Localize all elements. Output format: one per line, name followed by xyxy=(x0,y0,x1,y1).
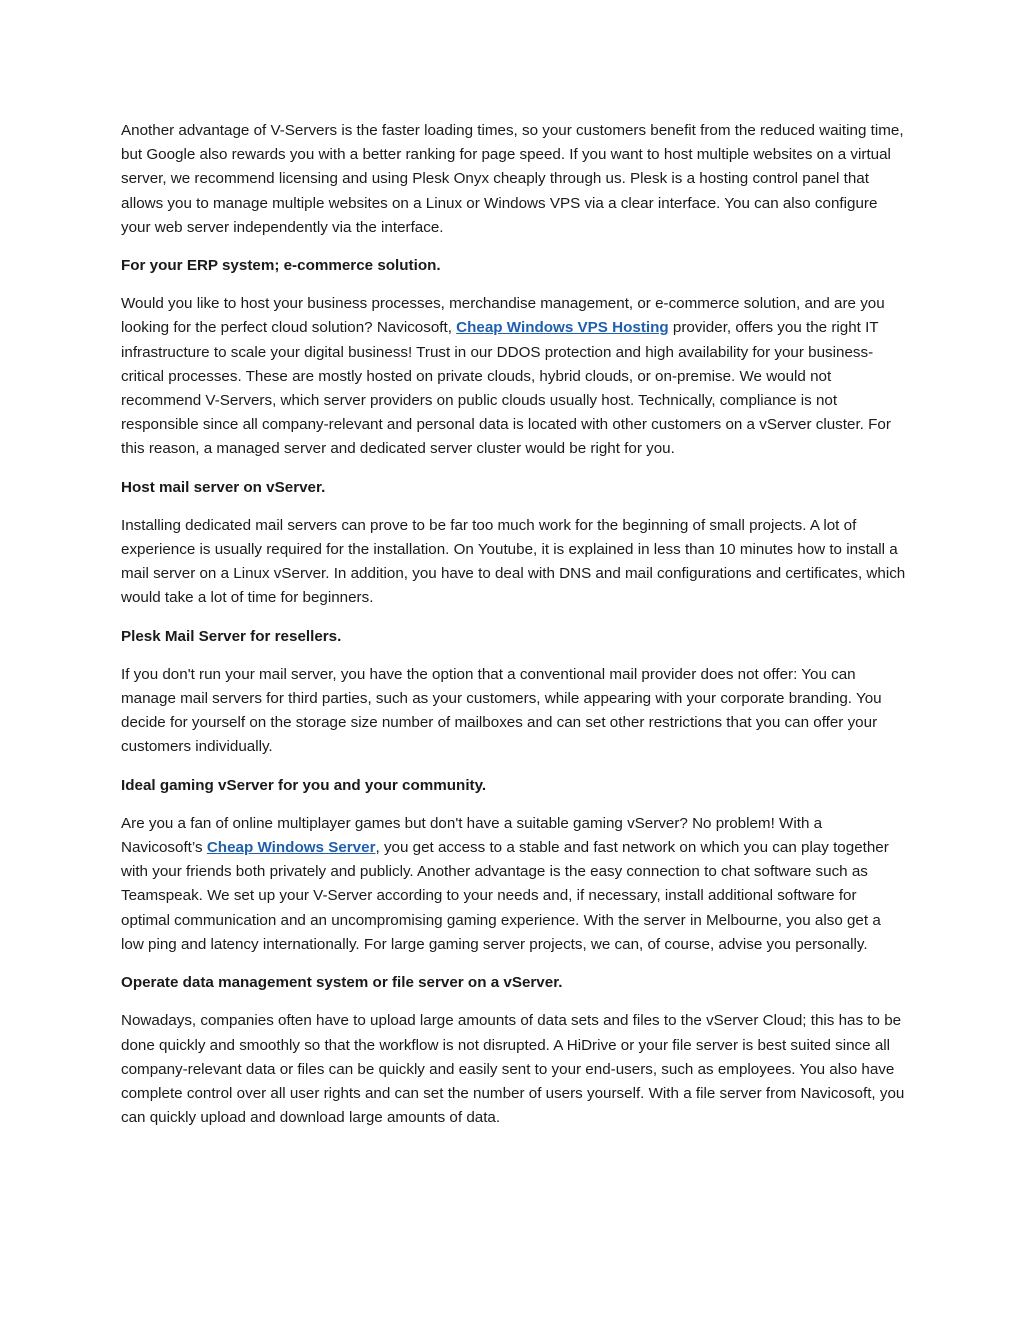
heading-erp: For your ERP system; e-commerce solution. xyxy=(121,257,441,275)
document-page xyxy=(121,119,906,1144)
plesk-paragraph: If you don't run your mail server, you have the option that a conventional mail provider does not offer: You can manage mail servers for third parties, such as your customers, while appearing with your corporate branding. You decide for yourself on the storage size number of mailboxes and can set other restrictions that you can offer your customers individually. xyxy=(121,665,882,756)
link-cheap-windows-server[interactable]: Cheap Windows Server xyxy=(206,839,376,857)
erp-paragraph xyxy=(121,292,906,461)
data-paragraph: Nowadays, companies often have to upload large amounts of data sets and files to the vServer Cloud; this has to be done quickly and smoothly so that the workflow is not disrupted. A HiDrive or your file server is best suited since all company-relevant data or files can be quickly and easily sent to your end-users, such as employees. You also have complete control over all user rights and can set the number of users yourself. With a file server from Navicosoft, you can quickly upload and download large amounts of data. xyxy=(121,1012,905,1127)
intro-paragraph: Another advantage of V-Servers is the faster loading times, so your customers benefit from the reduced waiting time, but Google also rewards you with a better ranking for page speed. If you want to host multiple websites on a virtual server, we recommend licensing and using Plesk Onyx cheaply through us. Plesk is a hosting control panel that allows you to manage multiple websites on a Linux or Windows VPS via a clear interface. You can also configure your web server independently via the interface. xyxy=(121,122,904,236)
heading-plesk: Plesk Mail Server for resellers. xyxy=(121,627,342,645)
heading-mail: Host mail server on vServer. xyxy=(121,478,326,496)
mail-paragraph: Installing dedicated mail servers can prove to be far too much work for the beginning of small projects. A lot of experience is usually required for the installation. On Youtube, it is explained in less than 10 minutes how to install a mail server on a Linux vServer. In addition, you have to deal with DNS and mail configurations and certificates, which would take a lot of time for beginners. xyxy=(121,516,906,607)
gaming-text-after: , you get access to a stable and fast network on which you can play together with your friends both privately and publicly. Another advantage is the easy connection to chat software such as Teamspeak. We set up your V-Server according to your needs and, if necessary, install additional software for optimal communication and an uncompromising gaming experience. With the server in Melbourne, you also get a low ping and latency internationally. For large gaming server projects, we can, of course, advise you personally. xyxy=(121,839,889,953)
heading-data: Operate data management system or file server on a vServer. xyxy=(121,974,563,992)
heading-gaming: Ideal gaming vServer for you and your community. xyxy=(121,776,487,794)
gaming-paragraph xyxy=(121,812,906,957)
link-cheap-windows-vps-hosting[interactable]: Cheap Windows VPS Hosting xyxy=(456,319,669,337)
erp-text-after: provider, offers you the right IT infrastructure to scale your digital business! Trust in our DDOS protection and high availability for your business-critical processes. These are mostly hosted on private clouds, hybrid clouds, or on-premise. We would not recommend V-Servers, which server providers on public clouds usually host. Technically, compliance is not responsible since all company-relevant and personal data is located with other customers on a vServer cluster. For this reason, a managed server and dedicated server cluster would be right for you. xyxy=(121,319,891,458)
gaming-text-before: Are you a fan of online multiplayer games but don't have a suitable gaming vServer? No problem! With a Navicosoft’s xyxy=(121,814,823,857)
erp-text-before: Would you like to host your business processes, merchandise management, or e-commerce solution, and are you looking for the perfect cloud solution? Navicosoft, xyxy=(121,295,885,337)
